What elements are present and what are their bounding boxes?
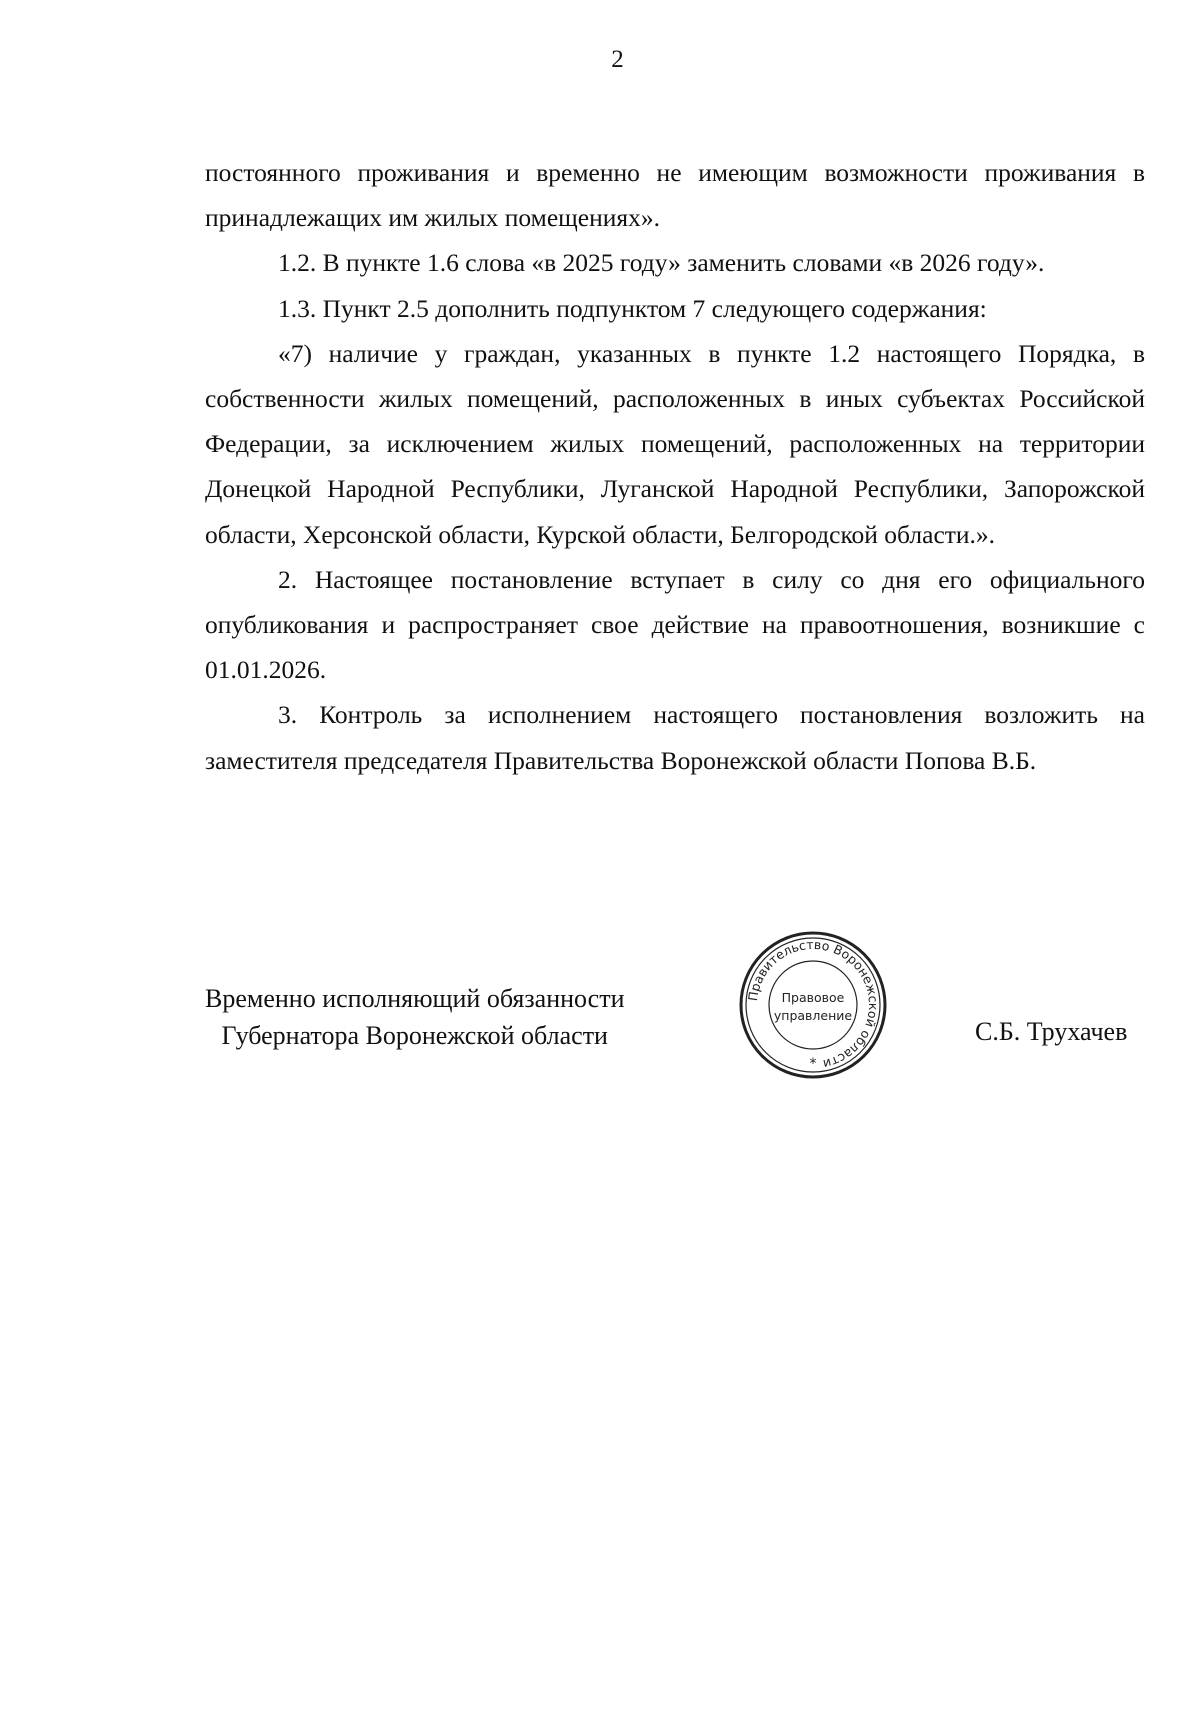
seal-center-line-2: управление [773,1008,853,1023]
seal-star: * [809,1056,817,1072]
paragraph-continuation: постоянного проживания и временно не имеющим возможности проживания в принадлежащих им жилых помещениях». [205,158,1145,233]
paragraph-subitem-7: «7) наличие у граждан, указанных в пункте 1.2 настоящего Порядка, в собственности жилых помещений, расположенных в иных субъектах Российской Федерации, за исключением жилых помещений, расположенных на территории Донецкой Народной Республики, Луганской Народной Республики, Запорожской области, Херсонской области, Курской области, Белгородской области.». [205,338,1145,549]
page-number: 2 [611,46,624,73]
paragraph-3: 3. Контроль за исполнением настоящего постановления возложить на заместителя председателя Правительства Воронежской области Попова В.Б. [205,700,1145,775]
signatory-position-line-1: Временно исполняющий обязанности [205,984,625,1013]
paragraph-2: 2. Настоящее постановление вступает в силу со дня его официального опубликования и распространяет свое действие на правоотношения, возникшие с 01.01.2026. [205,564,1145,685]
signatory-position [205,980,625,1054]
official-seal [738,930,888,1080]
seal-inner-ring [769,961,857,1049]
paragraph-1-2: 1.2. В пункте 1.6 слова «в 2025 году» заменить словами «в 2026 году». [278,248,1045,278]
seal-graphic [738,930,888,1080]
seal-center-line-1: Правовое [781,990,845,1005]
document-body [205,150,1145,783]
paragraph-1-3: 1.3. Пункт 2.5 дополнить подпунктом 7 следующего содержания: [278,293,987,323]
signatory-position-line-2: Губернатора Воронежской области [221,1021,608,1050]
signatory-name: С.Б. Трухачев [975,1017,1128,1046]
seal-ring-text: Правительство Воронежской области [745,936,882,1073]
